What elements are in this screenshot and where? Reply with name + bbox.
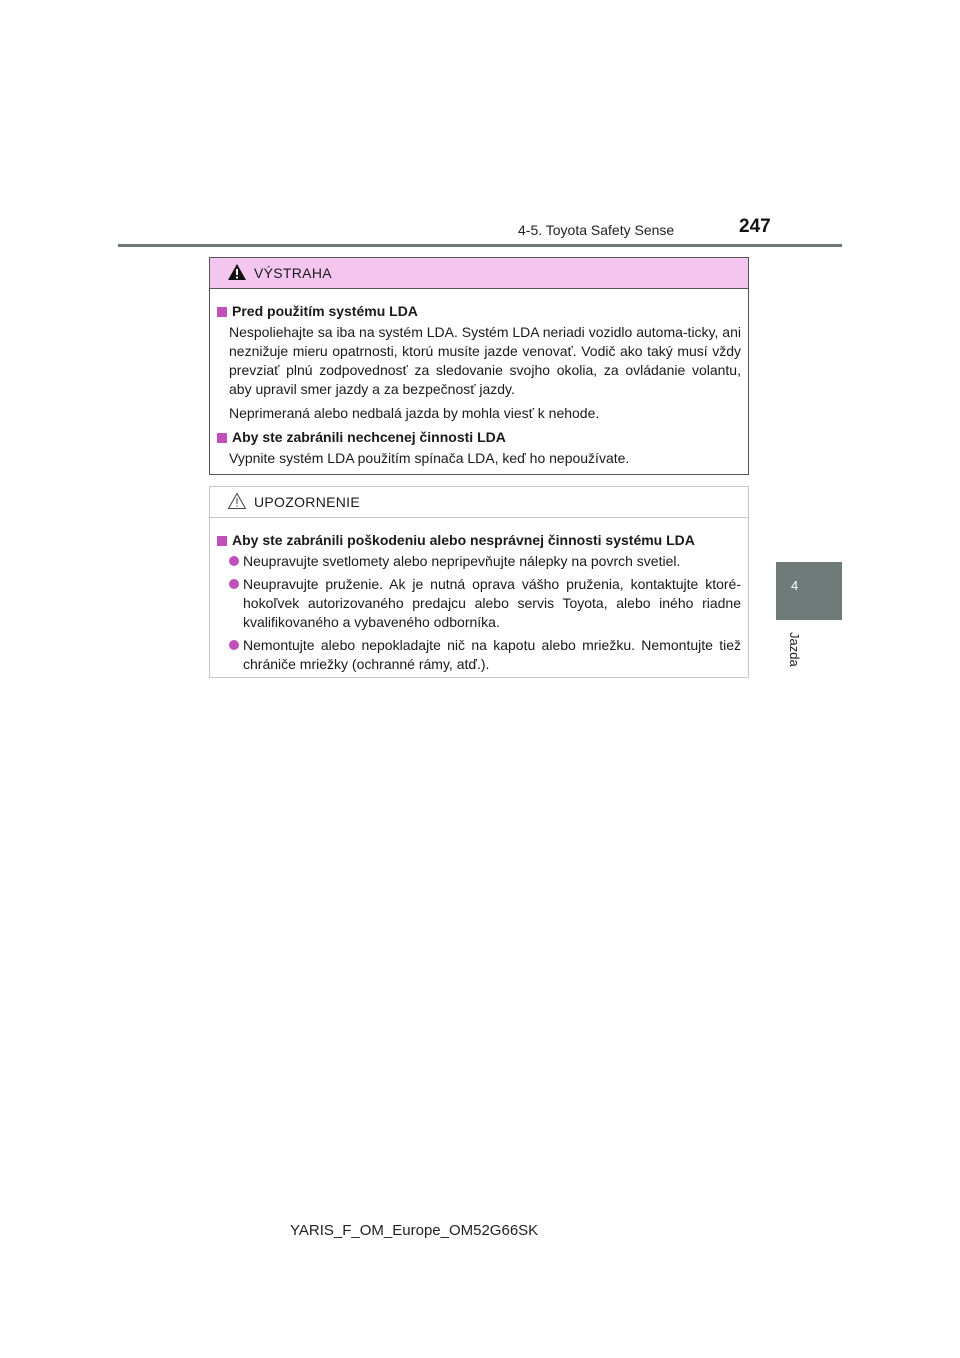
chapter-number: 4 (791, 578, 799, 593)
caution-header (210, 487, 748, 518)
list-item (229, 552, 741, 571)
caution-title: UPOZORNENIE (254, 494, 360, 510)
square-bullet-icon (217, 433, 227, 443)
warning-paragraph: Nespoliehajte sa iba na systém LDA. Systém LDA neriadi vozidlo automa-ticky, ani neznižuje mieru opatrnosti, ktorú musíte jazde venovať. Vodič ako taký musí vždy prevziať plnú zodpovednosť za sledovanie svojho okolia, za ovládanie volantu, aby upravil smer jazdy a za bezpečnosť jazdy. (229, 324, 741, 397)
page-number: 247 (739, 216, 771, 237)
list-item (229, 575, 741, 632)
square-bullet-icon (217, 307, 227, 317)
header-section-title: 4-5. Toyota Safety Sense (518, 222, 675, 238)
warning-section-heading-text: Pred použitím systému LDA (232, 303, 418, 319)
warning-paragraph: Neprimeraná alebo nedbalá jazda by mohla viesť k nehode. (229, 405, 600, 421)
warning-section-heading (217, 302, 741, 321)
list-item-text: Nemontujte alebo nepokladajte nič na kapotu alebo mriežku. Nemontujte tiež chrániče mriežky (ochranné rámy, atď.). (243, 637, 741, 672)
caution-triangle-outline-icon (227, 492, 247, 510)
header-rule (118, 244, 842, 247)
warning-triangle-filled-icon (227, 263, 247, 281)
circle-bullet-icon (229, 640, 239, 650)
warning-section-heading (217, 428, 741, 447)
chapter-label: Jazda (787, 632, 802, 667)
circle-bullet-icon (229, 579, 239, 589)
warning-header (210, 258, 748, 289)
warning-section-heading-text: Aby ste zabránili nechcenej činnosti LDA (232, 429, 506, 445)
caution-section-heading (217, 531, 741, 550)
list-item-text: Neupravujte pruženie. Ak je nutná oprava vášho pruženia, kontaktujte ktoré-hokoľvek autorizovaného predajcu alebo servis Toyota, alebo iného riadne kvalifikovaného a vybaveného odborníka. (243, 576, 741, 630)
caution-box (209, 486, 749, 678)
list-item (229, 636, 741, 674)
chapter-tab (776, 562, 842, 620)
warning-body (210, 289, 748, 468)
warning-paragraph: Vypnite systém LDA použitím spínača LDA, keď ho nepoužívate. (229, 450, 630, 466)
circle-bullet-icon (229, 556, 239, 566)
caution-section-heading-text: Aby ste zabránili poškodeniu alebo nesprávnej činnosti systému LDA (232, 532, 695, 548)
warning-title: VÝSTRAHA (254, 265, 332, 281)
warning-box (209, 257, 749, 475)
list-item-text: Neupravujte svetlomety alebo nepripevňujte nálepky na povrch svetiel. (243, 553, 681, 569)
square-bullet-icon (217, 536, 227, 546)
footer-document-id: YARIS_F_OM_Europe_OM52G66SK (290, 1222, 539, 1239)
caution-body (210, 518, 748, 674)
